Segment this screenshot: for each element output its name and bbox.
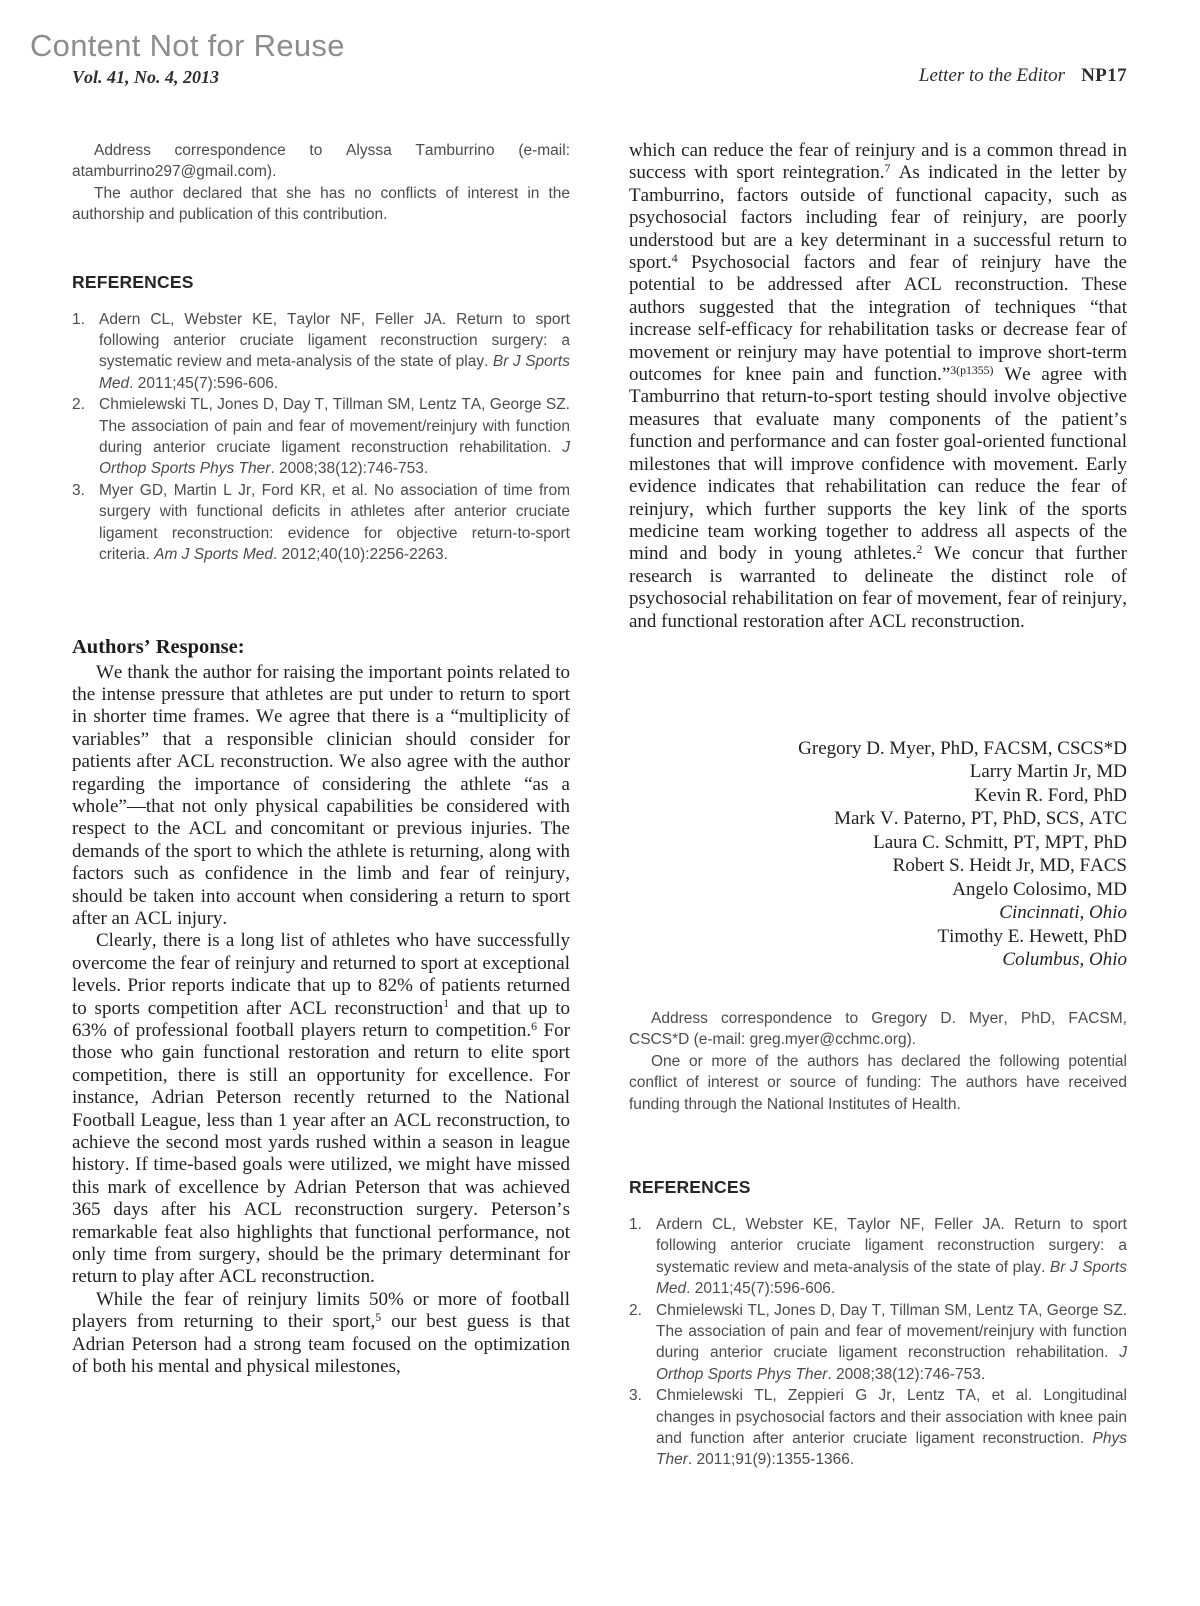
volume-info: Vol. 41, No. 4, 2013 [72,67,220,87]
reference-text: Myer GD, Martin L Jr, Ford KR, et al. No association of time from surgery with functional deficits in athletes after anterior cruciate ligament reconstruction: evidence for objective return-to-sport criteria. Am J Sports Med. 2012;40(10):2256-2263. [99,481,570,564]
signature-location: Columbus, Ohio [1002,949,1127,971]
signature-line: Mark V. Paterno, PT, PhD, SCS, ATC [834,808,1127,830]
left-column [72,140,570,1379]
signature-line: Larry Martin Jr, MD [969,761,1127,783]
references-heading: REFERENCES [629,1176,751,1197]
reference-number: 3. [72,481,85,499]
continuation-paragraph: which can reduce the fear of reinjury and is a common thread in success with sport reintegration.$^7$ As indicated in the letter by Tamburrino, factors outside of functional capacity, such as psychosocial factors including fear of reinjury, are poorly understood but are a key determinant in a successful return to sport.$^4$ Psychosocial factors and fear of reinjury have the potential to be addressed after ACL reconstruction. These authors suggested that the integration of techniques “that increase self-efficacy for rehabilitation tasks or decrease fear of movement or reinjury may have potential to improve short-term outcomes for knee pain and function.”$^{3(p1355)}$ We agree with Tamburrino that return-to-sport testing should involve objective measures that evaluate many components of the patient’s function and performance and can foster goal-oriented functional milestones that will improve confidence with movement. Early evidence indicates that rehabilitation can reduce the fear of reinjury, which further supports the key link of the sports medicine team working together to address all aspects of the mind and body in young athletes.$^2$ We concur that further research is warranted to delineate the distinct role of psychosocial rehabilitation on fear of movement, fear of reinjury, and functional restoration after ACL reconstruction. [629,140,1127,632]
reference-list [629,1214,1127,1471]
response-paragraph: Clearly, there is a long list of athletes who have successfully overcome the fear of reinjury and returned to sport at exceptional levels. Prior reports indicate that up to 82% of patients returned to sports competition after ACL reconstruction$^1$ and that up to 63% of professional football players return to competition.$^6$ For those who gain functional restoration and return to elite sport competition, there is still an opportunity for excellence. For instance, Adrian Peterson recently returned to the National Football League, less than 1 year after an ACL reconstruction, to achieve the second most yards rushed within a season in league history. If time-based goals were utilized, we might have missed this mark of excellence by Adrian Peterson that was achieved 365 days after his ACL reconstruction surgery. Peterson’s remarkable feat also highlights that functional performance, not only time from surgery, should be the primary determinant for return to play after ACL reconstruction. [72,930,570,1288]
reference-item [72,394,570,480]
signature-line: Laura C. Schmitt, PT, MPT, PhD [873,831,1127,853]
reference-number: 2. [629,1301,642,1319]
correspondence-note: Address correspondence to Alyssa Tamburrino (e-mail: atamburrino297@gmail.com). [72,142,570,181]
reference-number: 3. [629,1387,642,1405]
funding-note: One or more of the authors has declared the following potential conflict of interest or source of funding: The authors have received funding through the National Institutes of Health. [629,1052,1127,1113]
right-column [629,140,1127,1471]
section-label: Letter to the Editor [918,65,1066,86]
reference-text: Ardern CL, Webster KE, Taylor NF, Feller JA. Return to sport following anterior cruciate ligament reconstruction surgery: a systematic review and meta-analysis of the state of play. Br J Sports Med. 2011;45(7):596-606. [656,1215,1127,1298]
reference-item [72,309,570,395]
reference-item [629,1385,1127,1471]
authors-response-heading: Authors’ Response: [72,635,245,658]
signature-line: Gregory D. Myer, PhD, FACSM, CSCS*D [798,737,1127,759]
reference-text: Chmielewski TL, Jones D, Day T, Tillman SM, Lentz TA, George SZ. The association of pain and fear of movement/reinjury with function during anterior cruciate ligament reconstruction rehabilitation. J Orthop Sports Phys Ther. 2008;38(12):746-753. [656,1301,1127,1383]
signature-line: Robert S. Heidt Jr, MD, FACS [892,855,1127,877]
reference-item [72,480,570,566]
reference-text: Chmielewski TL, Jones D, Day T, Tillman SM, Lentz TA, George SZ. The association of pain and fear of movement/reinjury with function during anterior cruciate ligament reconstruction rehabilitation. J Orthop Sports Phys Ther. 2008;38(12):746-753. [99,396,570,478]
signature-location: Cincinnati, Ohio [999,902,1127,924]
reference-item [629,1214,1127,1300]
signature-line: Angelo Colosimo, MD [952,878,1127,900]
signature-line: Kevin R. Ford, PhD [974,784,1127,806]
reference-list [72,309,570,566]
references-heading: REFERENCES [72,271,194,292]
content-not-for-reuse-watermark: Content Not for Reuse [30,28,345,63]
signature-line: Timothy E. Hewett, PhD [937,925,1127,947]
correspondence-note: Address correspondence to Gregory D. Myer, PhD, FACSM, CSCS*D (e-mail: greg.myer@cchmc.org). [629,1009,1127,1049]
reference-number: 2. [72,396,85,414]
reference-number: 1. [629,1215,642,1233]
reference-number: 1. [72,310,85,328]
running-head [919,65,1127,87]
reference-text: Adern CL, Webster KE, Taylor NF, Feller JA. Return to sport following anterior cruciate ligament reconstruction surgery: a systematic review and meta-analysis of the state of play. Br J Sports Med. 2011;45(7):596-606. [99,310,570,392]
page-number: NP17 [1081,65,1127,86]
response-paragraph: While the fear of reinjury limits 50% or more of football players from returning to their sport,$^5$ our best guess is that Adrian Peterson had a strong team focused on the optimization of both his mental and physical milestones, [72,1288,570,1378]
response-paragraph: We thank the author for raising the important points related to the intense pressure that athletes are put under to return to sport in shorter time frames. We agree that there is a “multiplicity of variables” that a responsible clinician should consider for patients after ACL reconstruction. We also agree with the author regarding the importance of considering the athlete “as a whole”—that not only physical capabilities be considered with respect to the ACL and concomitant or previous injuries. The demands of the sport to which the athlete is returning, along with factors such as confidence in the limb and fear of reinjury, should be taken into account when considering a return to sport after an ACL injury. [72,661,570,929]
reference-text: Chmielewski TL, Zeppieri G Jr, Lentz TA, et al. Longitudinal changes in psychosocial factors and their association with knee pain and function after anterior cruciate ligament reconstruction. Phys Ther. 2011;91(9):1355-1366. [656,1387,1127,1469]
reference-item [629,1300,1127,1386]
disclosure-note: The author declared that she has no conflicts of interest in the authorship and publication of this contribution. [72,184,570,224]
signature-block [629,737,1127,972]
